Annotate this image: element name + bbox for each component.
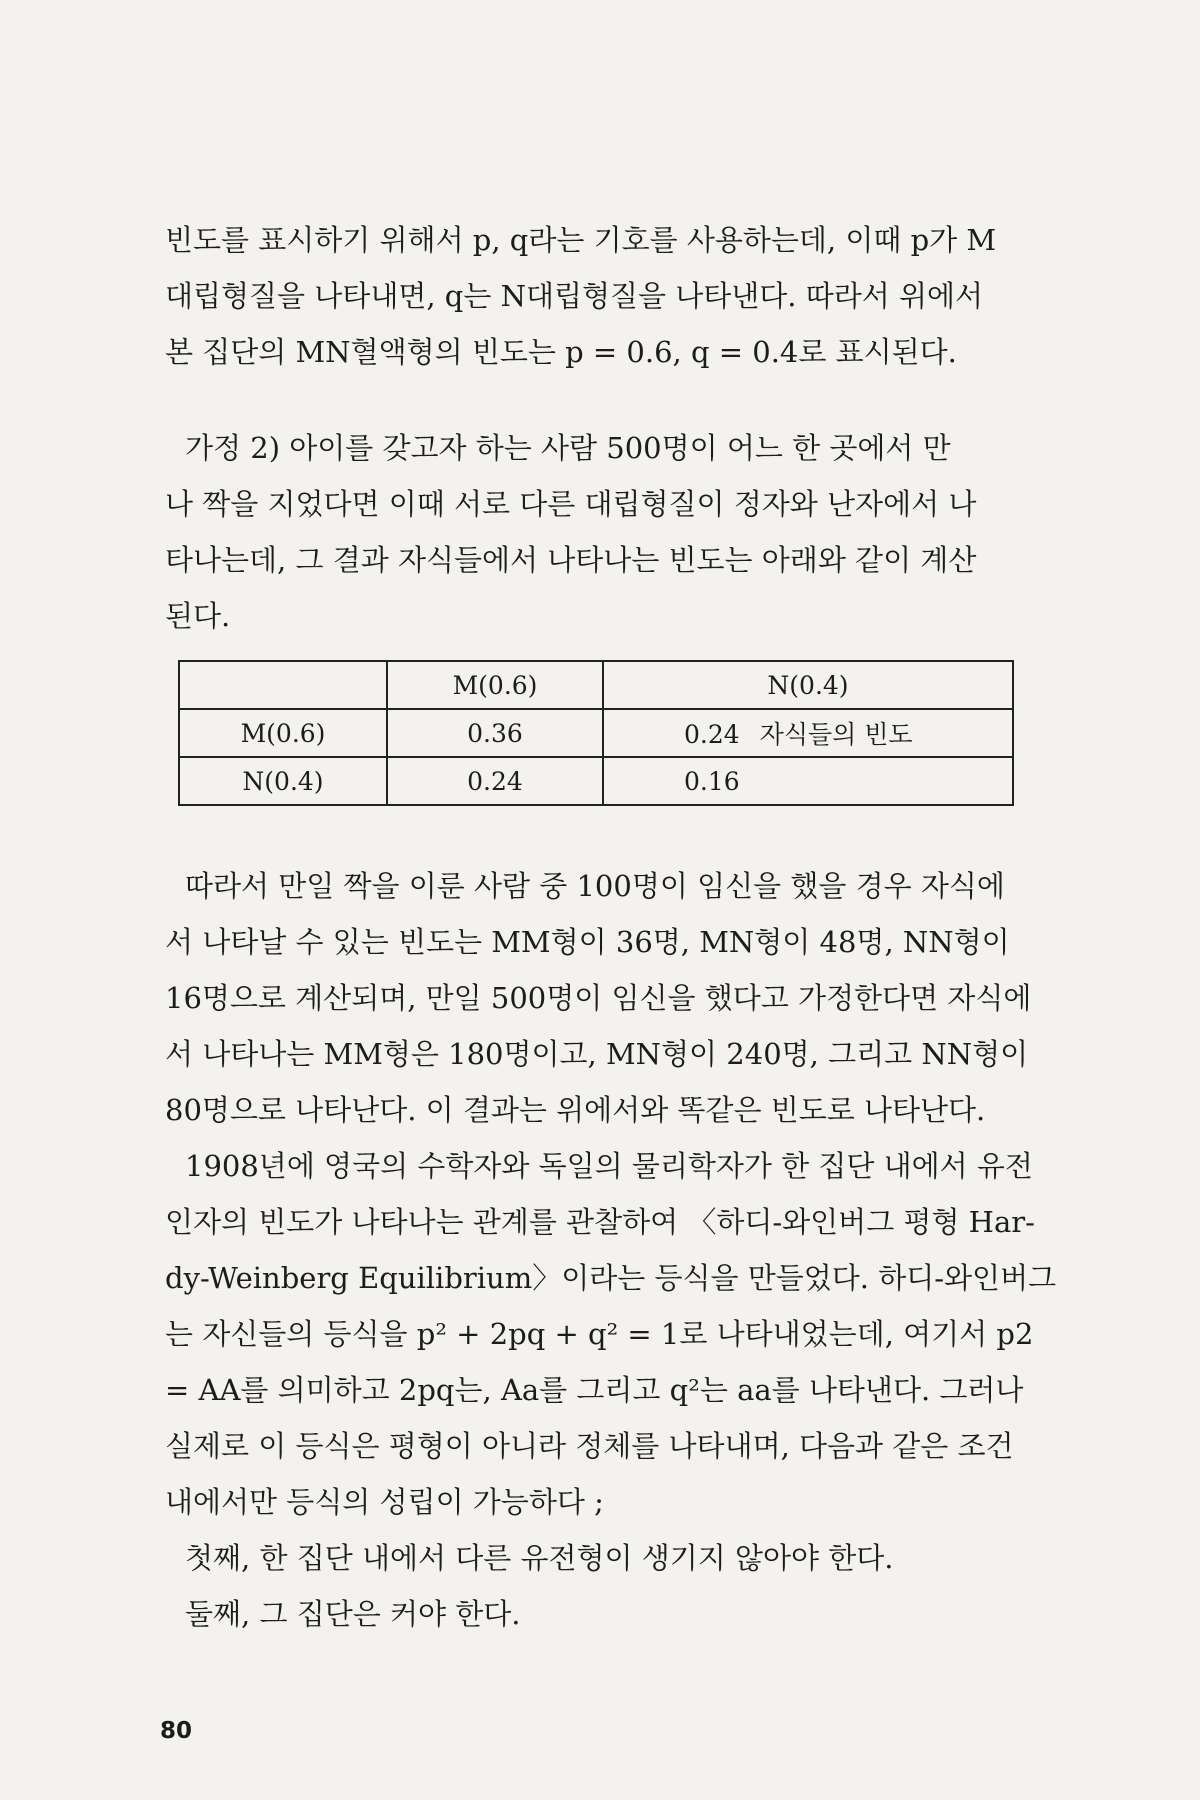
table-cell: 0.24 <box>387 757 603 805</box>
text-line: 16명으로 계산되며, 만일 500명이 임신을 했다고 가정한다면 자식에 <box>165 981 1032 1015</box>
cell-note: 자식들의 빈도 <box>759 720 913 749</box>
text-line: 따라서 만일 짝을 이룬 사람 중 100명이 임신을 했을 경우 자식에 <box>185 869 1005 903</box>
text-line: 대립형질을 나타내면, q는 N대립형질을 나타낸다. 따라서 위에서 <box>165 279 984 313</box>
paragraph-assumption-2 <box>165 420 1045 644</box>
column-header-m: M(0.6) <box>387 661 603 709</box>
text-line: 1908년에 영국의 수학자와 독일의 물리학자가 한 집단 내에서 유전 <box>185 1149 1033 1183</box>
paragraph-hardy-weinberg <box>165 858 1057 1642</box>
text-line: 서 나타날 수 있는 빈도는 MM형이 36명, MN형이 48명, NN형이 <box>165 925 1010 959</box>
text-line: 빈도를 표시하기 위해서 p, q라는 기호를 사용하는데, 이때 p가 M <box>165 223 997 257</box>
text-line: 는 자신들의 등식을 p² + 2pq + q² = 1로 나타내었는데, 여기서 p2 <box>165 1317 1034 1351</box>
row-header-n: N(0.4) <box>179 757 387 805</box>
text-line: 된다. <box>165 599 231 633</box>
cell-value: 0.24 <box>684 720 740 749</box>
paragraph-notation <box>165 212 1045 380</box>
table-cell <box>603 757 1013 805</box>
text-line: 내에서만 등식의 성립이 가능하다 ; <box>165 1485 604 1519</box>
row-header-m: M(0.6) <box>179 709 387 757</box>
text-line: 첫째, 한 집단 내에서 다른 유전형이 생기지 않아야 한다. <box>185 1541 894 1575</box>
table-corner-cell <box>179 661 387 709</box>
cell-value: 0.16 <box>684 766 740 796</box>
text-line: 실제로 이 등식은 평형이 아니라 정체를 나타내며, 다음과 같은 조건 <box>165 1429 1014 1463</box>
text-line: = AA를 의미하고 2pq는, Aa를 그리고 q²는 aa를 나타낸다. 그러나 <box>165 1373 1024 1407</box>
page-number: 80 <box>160 1718 193 1744</box>
table-cell <box>603 709 1013 757</box>
table-row <box>179 709 1013 757</box>
table-cell: 0.36 <box>387 709 603 757</box>
column-header-n: N(0.4) <box>603 661 1013 709</box>
text-line: 둘째, 그 집단은 커야 한다. <box>185 1597 521 1631</box>
table-row <box>179 757 1013 805</box>
text-line: dy-Weinberg Equilibrium〉이라는 등식을 만들었다. 하디-와인버그 <box>165 1261 1057 1295</box>
text-line: 인자의 빈도가 나타나는 관계를 관찰하여 〈하디-와인버그 평형 Har- <box>165 1205 1035 1239</box>
text-line: 나 짝을 지었다면 이때 서로 다른 대립형질이 정자와 난자에서 나 <box>165 487 977 521</box>
table-header-row <box>179 661 1013 709</box>
text-line: 본 집단의 MN혈액형의 빈도는 p = 0.6, q = 0.4로 표시된다. <box>165 335 957 369</box>
text-line: 80명으로 나타난다. 이 결과는 위에서와 똑같은 빈도로 나타난다. <box>165 1093 986 1127</box>
text-line: 서 나타나는 MM형은 180명이고, MN형이 240명, 그리고 NN형이 <box>165 1037 1029 1071</box>
text-line: 타나는데, 그 결과 자식들에서 나타나는 빈도는 아래와 같이 계산 <box>165 543 977 577</box>
frequency-table <box>178 660 1014 806</box>
text-line: 가정 2) 아이를 갖고자 하는 사람 500명이 어느 한 곳에서 만 <box>185 431 951 465</box>
